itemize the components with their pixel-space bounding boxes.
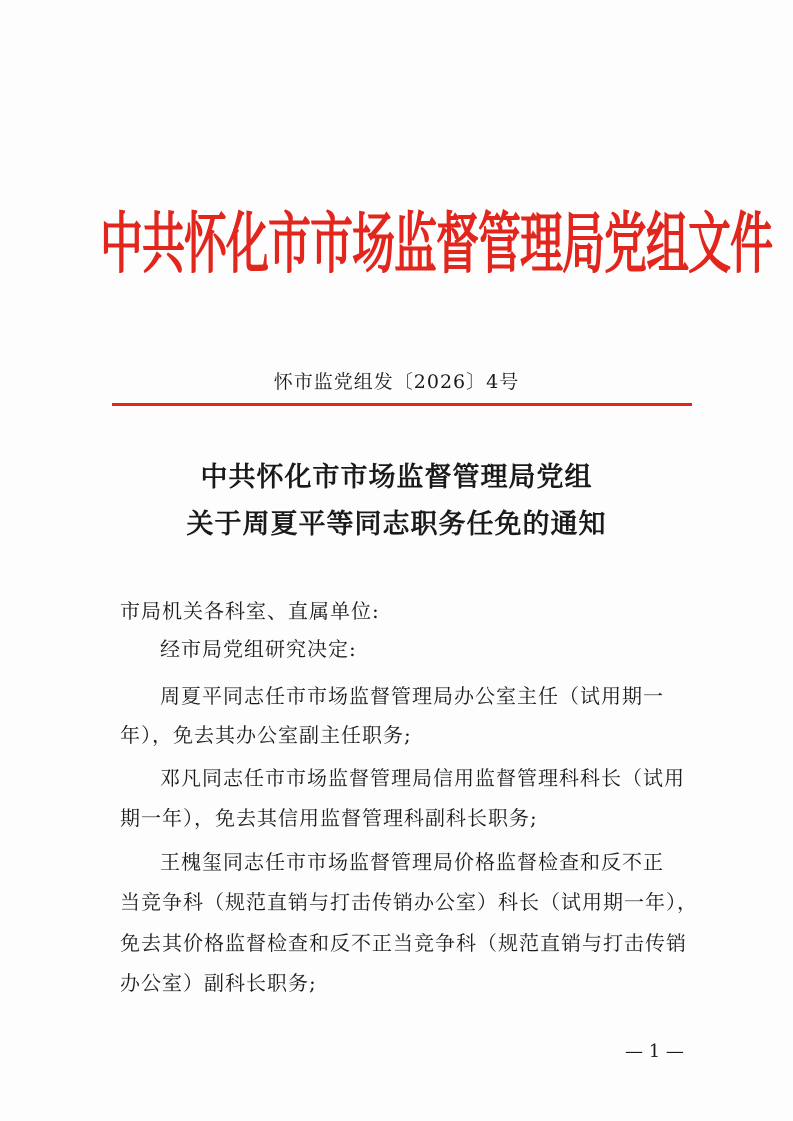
issuer-header: 中共怀化市市场监督管理局党组文件 [100,205,772,284]
page-number: — 1 — [625,1041,684,1062]
body-line: 办公室）副科长职务; [120,971,317,995]
body-line: 王槐玺同志任市市场监督管理局价格监督检查和反不正 [160,850,664,874]
notice-title-line-2: 关于周夏平等同志职务任免的通知 [186,509,607,540]
red-separator-line [112,403,692,406]
salutation: 市局机关各科室、直属单位: [120,599,380,623]
body-line: 期一年），免去其信用监督管理科副科长职务; [120,806,538,830]
body-line: 邓凡同志任市市场监督管理局信用监督管理科科长（试用 [160,766,685,790]
body-line: 经市局党组研究决定: [160,637,357,661]
notice-title-line-1: 中共怀化市市场监督管理局党组 [200,462,593,493]
body-line: 免去其价格监督检查和反不正当竞争科（规范直销与打击传销 [120,931,687,955]
body-line: 年），免去其办公室副主任职务; [120,723,412,747]
body-line: 当竞争科（规范直销与打击传销办公室）科长（试用期一年）， [120,890,698,914]
body-line: 周夏平同志任市市场监督管理局办公室主任（试用期一 [160,684,664,708]
document-number: 怀市监党组发〔2026〕4号 [273,371,520,393]
